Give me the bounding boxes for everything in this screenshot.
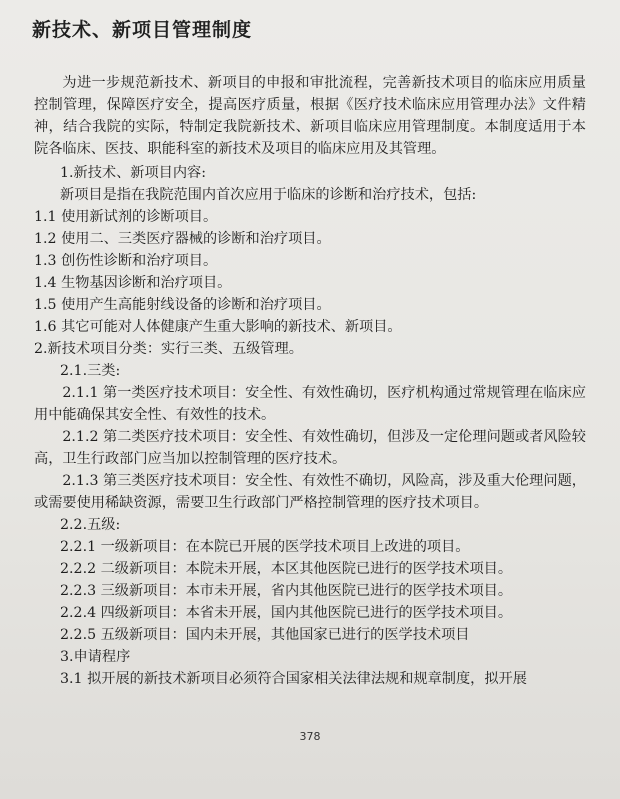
section-2-2-item: 2.2.3 三级新项目：本市未开展，省内其他医院已进行的医学技术项目。 [60, 583, 513, 599]
section-2-2-item: 2.2.5 五级新项目：国内未开展，其他国家已进行的医学技术项目 [60, 627, 470, 643]
section-2-2-item: 2.2.2 二级新项目：本院未开展，本区其他医院已进行的医学技术项目。 [60, 561, 513, 577]
page-number: 378 [299, 730, 321, 743]
document-title: 新技术、新项目管理制度 [32, 19, 253, 41]
document-body [34, 72, 586, 690]
section-1-item: 1.2 使用二、三类医疗器械的诊断和治疗项目。 [34, 231, 331, 247]
section-1-item: 1.4 生物基因诊断和治疗项目。 [34, 275, 232, 291]
section-2-2-item: 2.2.4 四级新项目：本省未开展，国内其他医院已进行的医学技术项目。 [60, 605, 513, 621]
section-1-description: 新项目是指在我院范围内首次应用于临床的诊断和治疗技术，包括: [60, 187, 477, 203]
section-3-item: 3.1 拟开展的新技术新项目必须符合国家相关法律法规和规章制度，拟开展 [60, 671, 527, 687]
intro-paragraph: 为进一步规范新技术、新项目的申报和审批流程，完善新技术项目的临床应用质量控制管理，保障医疗安全，提高医疗质量，根据《医疗技术临床应用管理办法》文件精神，结合我院的实际，特制定我院新技术、新项目临床应用管理制度。本制度适用于本院各临床、医技、职能科室的新技术及项目的临床应用及其管理。 [34, 75, 586, 157]
section-2-2-item: 2.2.1 一级新项目：在本院已开展的医学技术项目上改进的项目。 [60, 539, 470, 555]
section-1-item: 1.6 其它可能对人体健康产生重大影响的新技术、新项目。 [34, 319, 402, 335]
section-2-1-heading: 2.1.三类: [60, 363, 121, 379]
section-2-heading: 2.新技术项目分类：实行三类、五级管理。 [34, 341, 303, 357]
section-1-item: 1.3 创伤性诊断和治疗项目。 [34, 253, 218, 269]
section-1-item: 1.1 使用新试剂的诊断项目。 [34, 209, 218, 225]
section-2-1-item: 2.1.2 第二类医疗技术项目：安全性、有效性确切，但涉及一定伦理问题或者风险较高，卫生行政部门应当加以控制管理的医疗技术。 [34, 429, 586, 467]
section-2-1-item: 2.1.1 第一类医疗技术项目：安全性、有效性确切，医疗机构通过常规管理在临床应用中能确保其安全性、有效性的技术。 [34, 385, 586, 423]
section-1-heading: 1.新技术、新项目内容: [60, 165, 207, 181]
section-3-heading: 3.申请程序 [60, 649, 131, 665]
section-2-2-heading: 2.2.五级: [60, 517, 121, 533]
section-1-item: 1.5 使用产生高能射线设备的诊断和治疗项目。 [34, 297, 331, 313]
section-2-1-item: 2.1.3 第三类医疗技术项目：安全性、有效性不确切，风险高，涉及重大伦理问题，或需要使用稀缺资源，需要卫生行政部门严格控制管理的医疗技术项目。 [34, 473, 586, 511]
